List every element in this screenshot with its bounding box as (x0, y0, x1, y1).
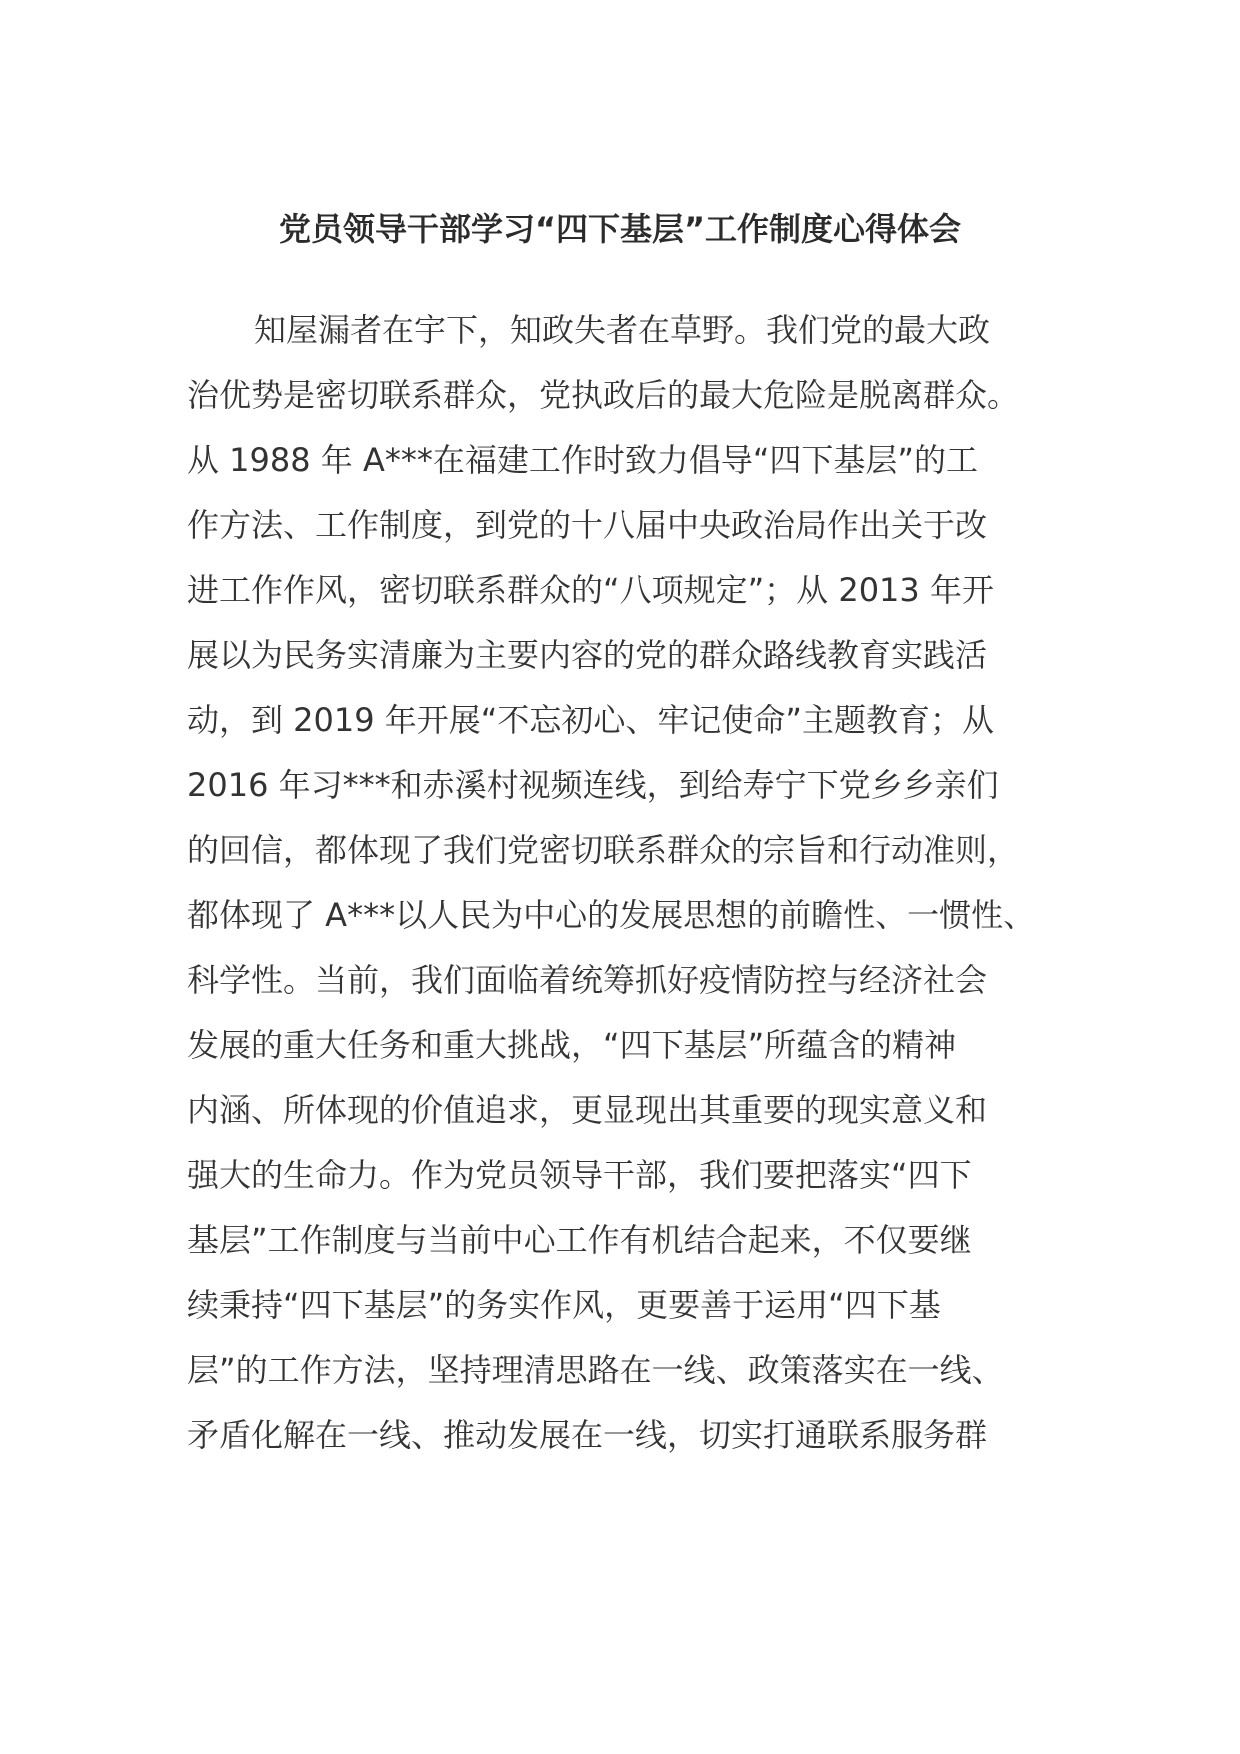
paragraph-line: 发展的重大任务和重大挑战，“四下基层”所蕴含的精神 (187, 1026, 957, 1064)
paragraph-line: 矛盾化解在一线、推动发展在一线，切实打通联系服务群 (187, 1416, 988, 1454)
paragraph-line: 动，到 2019 年开展“不忘初心、牢记使命”主题教育；从 (187, 701, 994, 739)
paragraph-line: 内涵、所体现的价值追求，更显现出其重要的现实意义和 (187, 1091, 988, 1129)
paragraph-line: 层”的工作方法，坚持理清思路在一线、政策落实在一线、 (187, 1351, 1004, 1389)
paragraph-line: 2016 年习***和赤溪村视频连线，到给寿宁下党乡乡亲们 (187, 766, 999, 804)
paragraph-line: 展以为民务实清廉为主要内容的党的群众路线教育实践活 (187, 636, 988, 674)
paragraph-line: 的回信，都体现了我们党密切联系群众的宗旨和行动准则， (187, 831, 1020, 869)
document-title: 党员领导干部学习“四下基层”工作制度心得体会 (278, 210, 962, 248)
paragraph-line: 知屋漏者在宇下，知政失者在草野。我们党的最大政 (254, 311, 991, 349)
paragraph-line: 续秉持“四下基层”的务实作风，更要善于运用“四下基 (187, 1286, 941, 1324)
paragraph-line: 基层”工作制度与当前中心工作有机结合起来，不仅要继 (187, 1221, 972, 1259)
body-paragraph (0, 298, 1240, 1498)
paragraph-line: 进工作作风，密切联系群众的“八项规定”；从 2013 年开 (187, 571, 994, 609)
paragraph-line: 都体现了 A***以人民为中心的发展思想的前瞻性、一惯性、 (187, 896, 1036, 934)
paragraph-line: 科学性。当前，我们面临着统筹抓好疫情防控与经济社会 (187, 961, 988, 999)
paragraph-line: 治优势是密切联系群众，党执政后的最大危险是脱离群众。 (187, 376, 1020, 414)
paragraph-line: 从 1988 年 A***在福建工作时致力倡导“四下基层”的工 (187, 441, 979, 479)
paragraph-line: 强大的生命力。作为党员领导干部，我们要把落实“四下 (187, 1156, 972, 1194)
paragraph-line: 作方法、工作制度，到党的十八届中央政治局作出关于改 (187, 506, 988, 544)
